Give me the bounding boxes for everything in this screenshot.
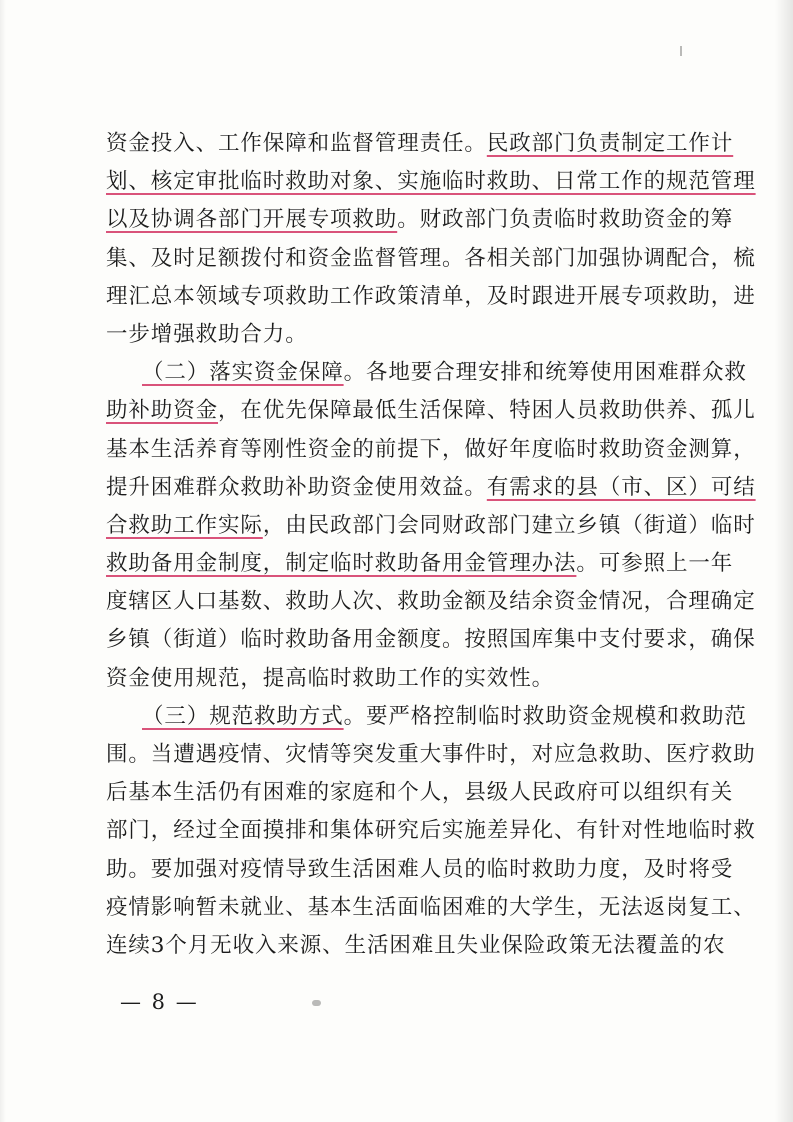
- text-line: [106, 767, 734, 806]
- underlined-text-segment: 有需求的县（市、区）可结: [486, 474, 756, 500]
- text-line: [106, 653, 686, 691]
- text-segment: 一步增强救助合力。: [106, 321, 308, 347]
- scan-speck: [312, 1000, 321, 1006]
- text-line: [106, 309, 686, 347]
- text-line: [106, 614, 756, 653]
- text-line: [106, 576, 756, 615]
- text-line: [106, 691, 747, 729]
- text-segment: 乡镇（街道）临时救助备用金额度。按照国库集中支付要求，确保: [106, 627, 756, 653]
- text-line: [106, 805, 756, 844]
- text-segment: ，在优先保障最低生活保障、特困人员救助供养、孤儿: [218, 398, 756, 424]
- text-segment: 助。要加强对疫情导致生活困难人员的临时救助力度，及时将受: [106, 856, 734, 882]
- text-line: [106, 424, 756, 462]
- text-segment: 后基本生活仍有困难的家庭和个人，县级人民政府可以组织有关: [106, 780, 734, 806]
- text-line: [106, 882, 756, 920]
- scan-speck: [680, 46, 682, 56]
- text-segment: 理汇总本领域专项救助工作政策清单，及时跟进开展专项救助，进: [106, 283, 756, 309]
- text-segment: 。各地要合理安排和统筹使用困难群众救: [343, 360, 747, 386]
- text-line: [106, 194, 734, 233]
- text-segment: 基本生活养育等刚性资金的前提下，做好年度临时救助资金测算，: [106, 436, 756, 462]
- text-line: [106, 920, 726, 958]
- scan-shadow-left: [0, 0, 6, 1122]
- text-segment: 资金投入、工作保障和监督管理责任。: [106, 131, 487, 156]
- text-line: [106, 233, 756, 271]
- underlined-text-segment: 合救助工作实际: [106, 512, 263, 538]
- text-segment: 。可参照上一年: [576, 551, 734, 577]
- text-line: [106, 347, 747, 386]
- text-line: [106, 385, 756, 424]
- underlined-text-segment: （二）落实资金保障: [142, 360, 344, 386]
- text-segment: 度辖区人口基数、救助人次、救助金额及结余资金情况，合理确定: [106, 589, 756, 615]
- text-segment: 。要严格控制临时救助资金规模和救助范: [343, 703, 747, 729]
- scan-shadow-right: [775, 0, 793, 1122]
- text-line: [106, 500, 756, 538]
- underlined-text-segment: 以及协调各部门开展专项救助: [106, 207, 398, 233]
- underlined-text-segment: 救助备用金制度，制定临时救助备用金管理办法: [106, 551, 577, 577]
- text-segment: 提升困难群众救助补助资金使用效益。: [106, 474, 487, 500]
- text-line: [106, 729, 756, 767]
- underlined-text-segment: 助补助资金: [106, 398, 219, 424]
- underlined-text-segment: 民政部门负责制定工作计: [486, 131, 734, 156]
- text-segment: 资金使用规范，提高临时救助工作的实效性。: [106, 665, 555, 691]
- text-segment: 。财政部门负责临时救助资金的筹: [397, 207, 734, 233]
- text-line: [106, 538, 734, 577]
- text-segment: ，由民政部门会同财政部门建立乡镇（街道）临时: [262, 512, 756, 538]
- text-line: [106, 156, 756, 195]
- text-line: [106, 118, 734, 156]
- text-segment: 疫情影响暂未就业、基本生活面临困难的大学生，无法返岗复工、: [106, 894, 756, 920]
- text-line: [106, 844, 734, 882]
- text-segment: 连续3个月无收入来源、生活困难且失业保险政策无法覆盖的农: [106, 932, 726, 958]
- text-segment: 集、及时足额拨付和资金监督管理。各相关部门加强协调配合，梳: [106, 245, 756, 271]
- body-text: [106, 118, 756, 958]
- text-segment: 部门，经过全面摸排和集体研究后实施差异化、有针对性地临时救: [106, 818, 756, 844]
- text-segment: 围。当遭遇疫情、灾情等突发重大事件时，对应急救助、医疗救助: [106, 742, 756, 767]
- underlined-text-segment: （三）规范救助方式: [142, 703, 344, 729]
- page-number: — 8 —: [120, 990, 199, 1014]
- text-line: [106, 271, 756, 309]
- text-line: [106, 462, 756, 500]
- underlined-text-segment: 划、核定审批临时救助对象、实施临时救助、日常工作的规范管理: [106, 169, 756, 195]
